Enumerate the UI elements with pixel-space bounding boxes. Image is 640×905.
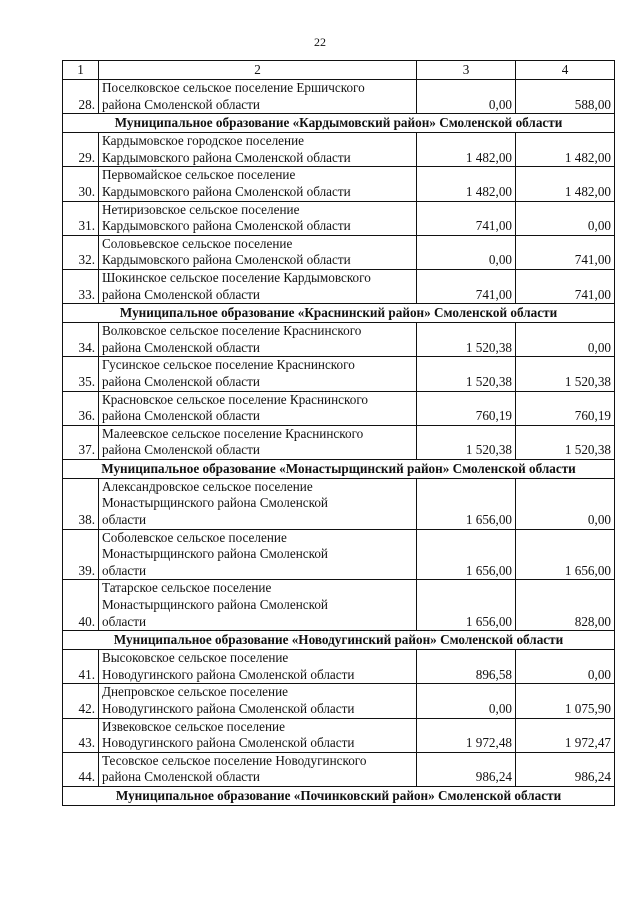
page-number: 22 <box>314 35 326 49</box>
amount-col-4: 828,00 <box>516 580 615 631</box>
table-row <box>63 391 615 425</box>
settlement-name: Тесовское сельское поселение Новодугинского района Смоленской области <box>99 752 417 786</box>
settlement-name: Шокинское сельское поселение Кардымовского района Смоленской области <box>99 269 417 303</box>
amount-col-3: 1 482,00 <box>417 167 516 201</box>
amount-col-3: 986,24 <box>417 752 516 786</box>
header-col-2: 2 <box>99 61 417 80</box>
row-number: 34. <box>63 323 99 357</box>
header-col-1: 1 <box>63 61 99 80</box>
table-row <box>63 425 615 459</box>
amount-col-4: 1 520,38 <box>516 357 615 391</box>
amount-col-3: 1 656,00 <box>417 529 516 580</box>
amount-col-3: 741,00 <box>417 269 516 303</box>
amount-col-4: 588,00 <box>516 80 615 114</box>
amount-col-3: 1 482,00 <box>417 133 516 167</box>
table-header-row <box>63 61 615 80</box>
row-number: 35. <box>63 357 99 391</box>
section-title: Муниципальное образование «Починковский район» Смоленской области <box>63 786 615 805</box>
amount-col-3: 1 972,48 <box>417 718 516 752</box>
section-title: Муниципальное образование «Кардымовский район» Смоленской области <box>63 114 615 133</box>
section-header-row <box>63 786 615 805</box>
table-row <box>63 478 615 529</box>
settlement-name: Волковское сельское поселение Краснинского района Смоленской области <box>99 323 417 357</box>
table-row <box>63 684 615 718</box>
row-number: 40. <box>63 580 99 631</box>
settlement-name: Поселковское сельское поселение Ершичского района Смоленской области <box>99 80 417 114</box>
table-row <box>63 580 615 631</box>
amount-col-3: 0,00 <box>417 235 516 269</box>
header-col-3: 3 <box>417 61 516 80</box>
settlement-name: Первомайское сельское поселение Кардымовского района Смоленской области <box>99 167 417 201</box>
row-number: 29. <box>63 133 99 167</box>
settlement-name: Кардымовское городское поселение Кардымовского района Смоленской области <box>99 133 417 167</box>
row-number: 28. <box>63 80 99 114</box>
section-title: Муниципальное образование «Новодугинский район» Смоленской области <box>63 631 615 650</box>
amount-col-4: 760,19 <box>516 391 615 425</box>
amount-col-4: 986,24 <box>516 752 615 786</box>
amount-col-3: 1 520,38 <box>417 323 516 357</box>
settlement-name: Малеевское сельское поселение Краснинского района Смоленской области <box>99 425 417 459</box>
amount-col-4: 741,00 <box>516 269 615 303</box>
settlement-name: Высоковское сельское поселение Новодугинского района Смоленской области <box>99 650 417 684</box>
row-number: 41. <box>63 650 99 684</box>
section-title: Муниципальное образование «Краснинский район» Смоленской области <box>63 304 615 323</box>
amount-col-3: 741,00 <box>417 201 516 235</box>
table-row <box>63 357 615 391</box>
amount-col-3: 1 656,00 <box>417 580 516 631</box>
row-number: 33. <box>63 269 99 303</box>
table-body <box>63 80 615 806</box>
budget-table <box>62 60 615 806</box>
row-number: 30. <box>63 167 99 201</box>
settlement-name: Извековское сельское поселение Новодугинского района Смоленской области <box>99 718 417 752</box>
settlement-name: Татарское сельское поселение Монастырщинского района Смоленской области <box>99 580 417 631</box>
section-header-row <box>63 304 615 323</box>
settlement-name: Александровское сельское поселение Монастырщинского района Смоленской области <box>99 478 417 529</box>
header-col-4: 4 <box>516 61 615 80</box>
row-number: 43. <box>63 718 99 752</box>
table-row <box>63 269 615 303</box>
amount-col-4: 1 972,47 <box>516 718 615 752</box>
amount-col-3: 0,00 <box>417 80 516 114</box>
table-row <box>63 752 615 786</box>
amount-col-4: 0,00 <box>516 323 615 357</box>
amount-col-3: 0,00 <box>417 684 516 718</box>
section-header-row <box>63 114 615 133</box>
section-header-row <box>63 459 615 478</box>
amount-col-4: 0,00 <box>516 201 615 235</box>
amount-col-3: 1 520,38 <box>417 425 516 459</box>
table-row <box>63 718 615 752</box>
amount-col-4: 1 520,38 <box>516 425 615 459</box>
amount-col-4: 1 075,90 <box>516 684 615 718</box>
table-row <box>63 529 615 580</box>
section-header-row <box>63 631 615 650</box>
table-row <box>63 235 615 269</box>
settlement-name: Днепровское сельское поселение Новодугинского района Смоленской области <box>99 684 417 718</box>
amount-col-4: 0,00 <box>516 478 615 529</box>
row-number: 38. <box>63 478 99 529</box>
table-row <box>63 323 615 357</box>
table-row <box>63 167 615 201</box>
row-number: 42. <box>63 684 99 718</box>
row-number: 36. <box>63 391 99 425</box>
amount-col-3: 1 656,00 <box>417 478 516 529</box>
settlement-name: Нетиризовское сельское поселение Кардымовского района Смоленской области <box>99 201 417 235</box>
amount-col-3: 896,58 <box>417 650 516 684</box>
table-row <box>63 133 615 167</box>
amount-col-4: 1 482,00 <box>516 167 615 201</box>
amount-col-4: 0,00 <box>516 650 615 684</box>
row-number: 37. <box>63 425 99 459</box>
table-row <box>63 650 615 684</box>
amount-col-3: 760,19 <box>417 391 516 425</box>
row-number: 32. <box>63 235 99 269</box>
row-number: 44. <box>63 752 99 786</box>
table-row <box>63 201 615 235</box>
settlement-name: Гусинское сельское поселение Краснинского района Смоленской области <box>99 357 417 391</box>
amount-col-4: 1 482,00 <box>516 133 615 167</box>
amount-col-3: 1 520,38 <box>417 357 516 391</box>
amount-col-4: 741,00 <box>516 235 615 269</box>
row-number: 39. <box>63 529 99 580</box>
amount-col-4: 1 656,00 <box>516 529 615 580</box>
settlement-name: Красновское сельское поселение Краснинского района Смоленской области <box>99 391 417 425</box>
table-row <box>63 80 615 114</box>
settlement-name: Соловьевское сельское поселение Кардымовского района Смоленской области <box>99 235 417 269</box>
section-title: Муниципальное образование «Монастырщинский район» Смоленской области <box>63 459 615 478</box>
row-number: 31. <box>63 201 99 235</box>
settlement-name: Соболевское сельское поселение Монастырщинского района Смоленской области <box>99 529 417 580</box>
